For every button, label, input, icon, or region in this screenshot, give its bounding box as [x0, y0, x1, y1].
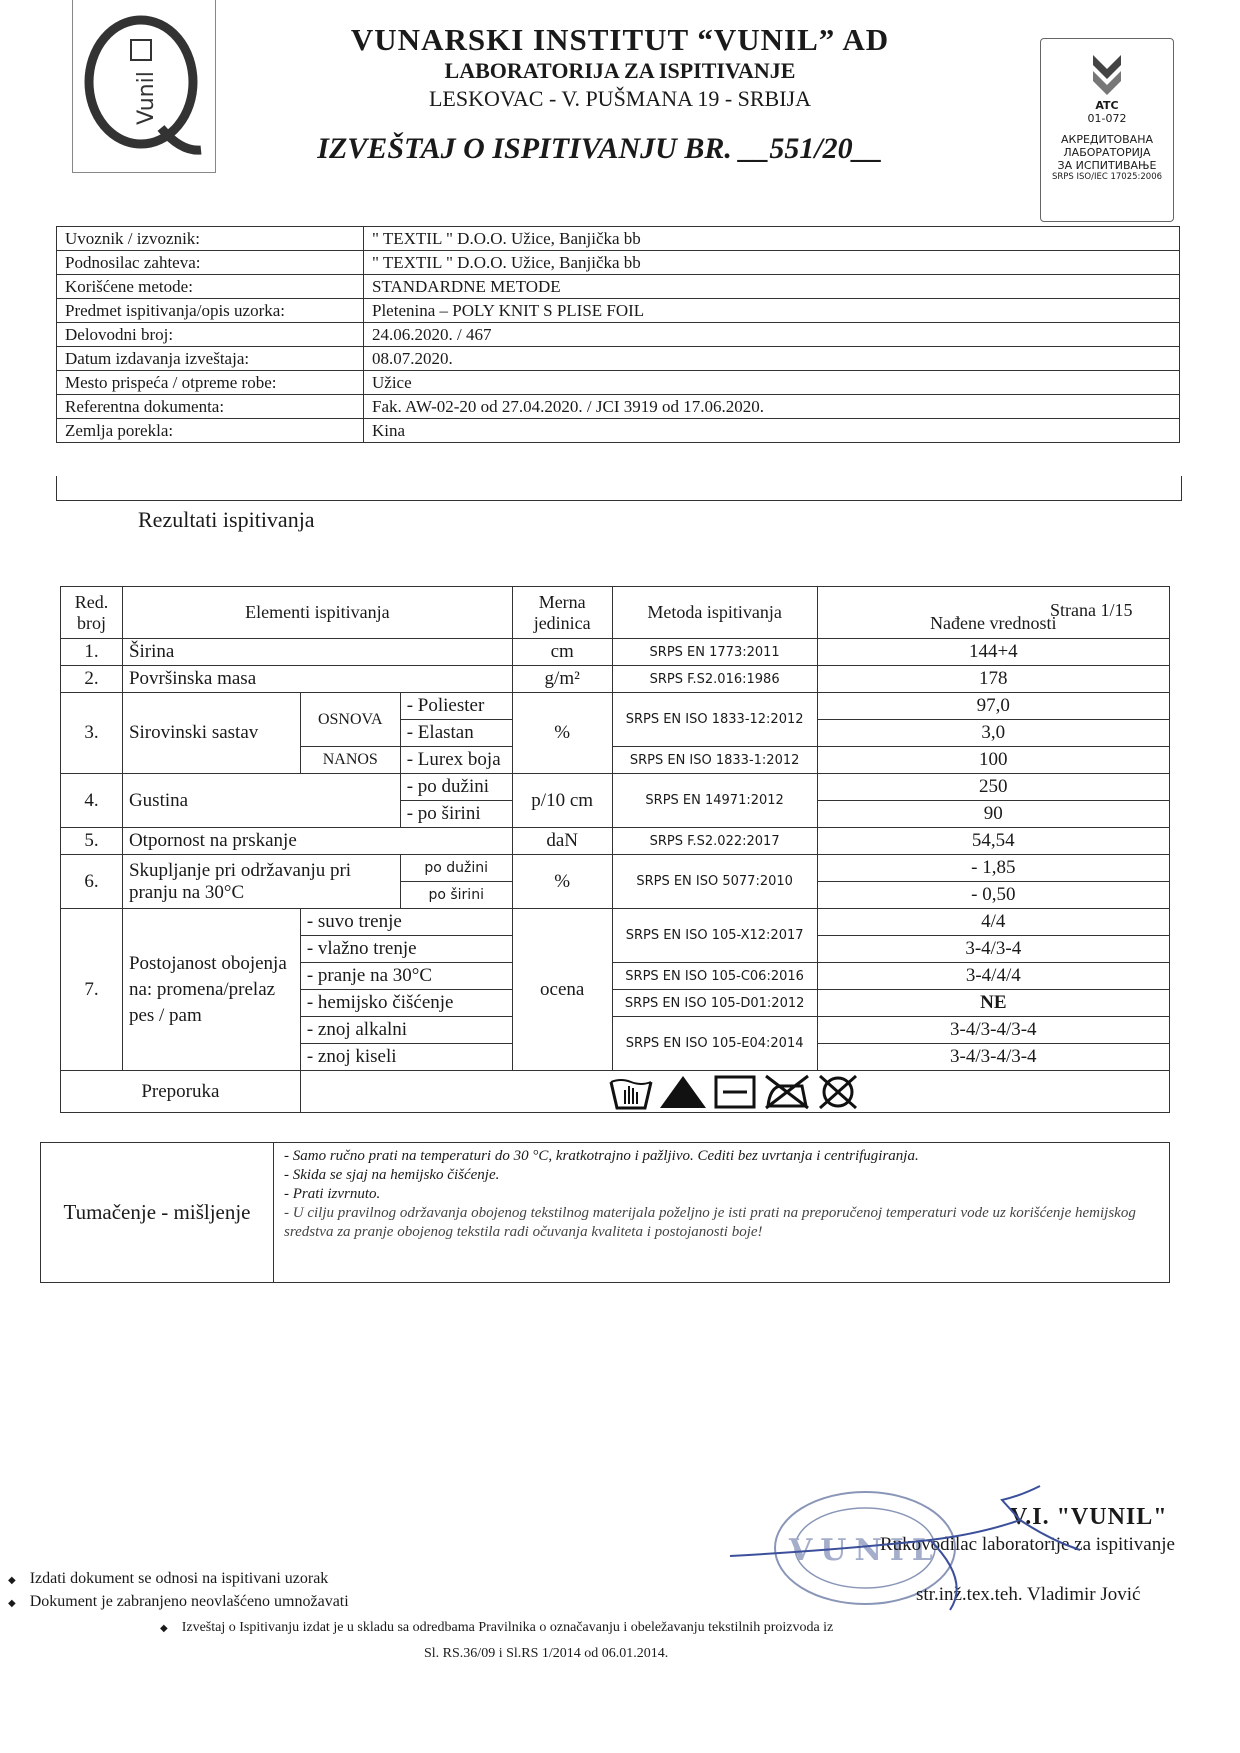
info-value: STANDARDNE METODE: [364, 275, 1180, 299]
tumacenje-line3: - Prati izvrnuto.: [284, 1186, 381, 1202]
row-unit: g/m²: [512, 666, 612, 693]
row-method: SRPS F.S2.016:1986: [612, 666, 817, 693]
nanos-label: NANOS: [300, 747, 400, 774]
row-value: NE: [817, 990, 1169, 1017]
col-red-broj: Red. broj: [61, 587, 123, 639]
info-value: 24.06.2020. / 467: [364, 323, 1180, 347]
row-method: SRPS EN ISO 5077:2010: [612, 855, 817, 909]
table-row: [61, 639, 1170, 666]
report-info-table: [56, 226, 1180, 443]
row-name: Postojanost obojenja na: promena/prelaz pes / pam: [122, 909, 300, 1071]
col-metoda: Metoda ispitivanja: [612, 587, 817, 639]
no-dry-clean-icon: [816, 1074, 860, 1110]
info-label: Predmet ispitivanja/opis uzorka:: [57, 299, 364, 323]
row-value: 3-4/3-4: [817, 936, 1169, 963]
tumacenje-line4: - U cilju pravilnog održavanja obojenog tekstilnog materijala poželjno je isti prati na preporučenoj temperaturi vode uz korišćenje hemijskog sredstva za pranje obojenog tekstila radi očuvanja kvaliteta i postojanosti boje!: [284, 1205, 1136, 1240]
sub-item: - znoj kiseli: [300, 1044, 512, 1071]
info-row: [57, 227, 1180, 251]
info-value: Fak. AW-02-20 od 27.04.2020. / JCI 3919 od 17.06.2020.: [364, 395, 1180, 419]
sub-item: - vlažno trenje: [300, 936, 512, 963]
report-title: IZVEŠTAJ O ISPITIVANJU BR. __551/20__: [317, 132, 883, 165]
info-label: Podnosilac zahteva:: [57, 251, 364, 275]
row-value: 4/4: [817, 909, 1169, 936]
info-label: Referentna dokumenta:: [57, 395, 364, 419]
accreditation-badge: [1040, 38, 1174, 222]
acc-line1: АКРЕДИТОВАНА: [1061, 133, 1153, 146]
row-method: SRPS EN ISO 1833-12:2012: [612, 693, 817, 747]
tumble-dry-icon: [713, 1074, 757, 1110]
row-value: 144+4: [817, 639, 1169, 666]
institute-name: VUNARSKI INSTITUT “VUNIL” AD: [350, 22, 890, 57]
sub-item: - Poliester: [400, 693, 512, 720]
sub-item: po širini: [400, 882, 512, 909]
tumacenje-label: Tumačenje - mišljenje: [41, 1143, 274, 1283]
row-value: - 1,85: [817, 855, 1169, 882]
signature-role: Rukovodilac laboratorije za ispitivanje: [880, 1534, 1175, 1555]
table-row: [61, 666, 1170, 693]
bullet-icon: ◆: [8, 1598, 16, 1609]
acc-line2: ЛАБОРАТОРИЈА: [1063, 146, 1151, 159]
info-label: Mesto prispeća / otpreme robe:: [57, 371, 364, 395]
row-value: 3-4/3-4/3-4: [817, 1017, 1169, 1044]
footer-note2: ◆ Dokument je zabranjeno neovlašćeno umnožavati: [8, 1593, 349, 1610]
row-method: SRPS EN ISO 1833-1:2012: [612, 747, 817, 774]
table-row: [61, 693, 1170, 720]
row-num: 6.: [61, 855, 123, 909]
row-value: 3-4/3-4/3-4: [817, 1044, 1169, 1071]
row-method: SRPS F.S2.022:2017: [612, 828, 817, 855]
row-method: SRPS EN ISO 105-E04:2014: [612, 1017, 817, 1071]
info-row: [57, 299, 1180, 323]
sub-item: - pranje na 30°C: [300, 963, 512, 990]
row-unit: ocena: [512, 909, 612, 1071]
info-label: Uvoznik / izvoznik:: [57, 227, 364, 251]
hand-wash-icon: [609, 1074, 653, 1110]
row-method: SRPS EN ISO 105-X12:2017: [612, 909, 817, 963]
sub-item: - znoj alkalni: [300, 1017, 512, 1044]
footer-note4: Sl. RS.36/09 i Sl.RS 1/2014 od 06.01.2014.: [424, 1646, 669, 1661]
logo-text: Vunil: [134, 71, 159, 125]
info-row: [57, 323, 1180, 347]
care-symbols: [300, 1071, 1169, 1113]
tumacenje-line1: - Samo ručno prati na temperaturi do 30 °C, kratkotrajno i pažljivo. Cediti bez uvrtanja i centrifugiranja.: [284, 1148, 919, 1164]
info-value: Pletenina – POLY KNIT S PLISE FOIL: [364, 299, 1180, 323]
row-num: 5.: [61, 828, 123, 855]
row-num: 1.: [61, 639, 123, 666]
row-unit: %: [512, 693, 612, 774]
sub-item: po dužini: [400, 855, 512, 882]
table-row: [61, 855, 1170, 882]
info-value: " TEXTIL " D.O.O. Užice, Banjička bb: [364, 251, 1180, 275]
sub-item: - po dužini: [400, 774, 512, 801]
results-title: Rezultati ispitivanja: [138, 507, 315, 532]
row-value: 3-4/4/4: [817, 963, 1169, 990]
info-value: " TEXTIL " D.O.O. Užice, Banjička bb: [364, 227, 1180, 251]
atc-icon: [1087, 51, 1127, 95]
info-row: [57, 347, 1180, 371]
results-table: [60, 586, 1170, 1113]
row-value: 3,0: [817, 720, 1169, 747]
info-label: Zemlja porekla:: [57, 419, 364, 443]
row-value: 90: [817, 801, 1169, 828]
table-row: [61, 828, 1170, 855]
row-value: 97,0: [817, 693, 1169, 720]
row-value: 250: [817, 774, 1169, 801]
row-value: - 0,50: [817, 882, 1169, 909]
table-row: [61, 774, 1170, 801]
sub-item: - suvo trenje: [300, 909, 512, 936]
table-row: [61, 909, 1170, 936]
info-value: Kina: [364, 419, 1180, 443]
row-num: 2.: [61, 666, 123, 693]
footer-note1: ◆ Izdati dokument se odnosi na ispitivani uzorak: [8, 1570, 329, 1587]
info-table-blank-row: [56, 476, 1182, 501]
col-elementi: Elementi ispitivanja: [122, 587, 512, 639]
info-row: [57, 419, 1180, 443]
info-value: 08.07.2020.: [364, 347, 1180, 371]
row-method: SRPS EN 14971:2012: [612, 774, 817, 828]
row-name: Sirovinski sastav: [122, 693, 300, 774]
svg-text:VUNIL: VUNIL: [789, 1533, 941, 1568]
lab-name: LABORATORIJA ZA ISPITIVANJE: [444, 58, 796, 83]
bleach-icon: [658, 1074, 708, 1110]
tumacenje-line2: - Skida se sjaj na hemijsko čišćenje.: [284, 1167, 500, 1183]
handwritten-signature: [720, 1480, 1140, 1620]
row-unit: p/10 cm: [512, 774, 612, 828]
row-name: Površinska masa: [122, 666, 512, 693]
row-value: 178: [817, 666, 1169, 693]
row-value: 54,54: [817, 828, 1169, 855]
info-value: Užice: [364, 371, 1180, 395]
acc-code-top: ATC: [1095, 99, 1119, 112]
sub-item: - Lurex boja: [400, 747, 512, 774]
no-iron-icon: [762, 1074, 812, 1110]
row-unit: daN: [512, 828, 612, 855]
osnova-label: OSNOVA: [300, 693, 400, 747]
info-row: [57, 251, 1180, 275]
preporuka-row: [61, 1071, 1170, 1113]
row-name: Skupljanje pri održavanju pri pranju na 30°C: [122, 855, 400, 909]
row-method: SRPS EN ISO 105-C06:2016: [612, 963, 817, 990]
row-name: Širina: [122, 639, 512, 666]
col-merna: Merna jedinica: [512, 587, 612, 639]
info-label: Korišćene metode:: [57, 275, 364, 299]
sub-item: - hemijsko čišćenje: [300, 990, 512, 1017]
sub-item: - po širini: [400, 801, 512, 828]
row-num: 7.: [61, 909, 123, 1071]
row-num: 3.: [61, 693, 123, 774]
info-label: Delovodni broj:: [57, 323, 364, 347]
page-number: Strana 1/15: [1050, 600, 1133, 620]
footer-note3: ◆ Izveštaj o Ispitivanju izdat je u skladu sa odredbama Pravilnika o označavanju i obeležavanju tekstilnih proizvoda iz: [160, 1620, 834, 1635]
row-unit: %: [512, 855, 612, 909]
row-name: Gustina: [122, 774, 400, 828]
info-row: [57, 395, 1180, 419]
row-name: Otpornost na prskanje: [122, 828, 512, 855]
signature-name: str.inž.tex.teh. Vladimir Jović: [916, 1584, 1141, 1605]
bullet-icon: ◆: [160, 1623, 168, 1634]
acc-line4: SRPS ISO/IEC 17025:2006: [1051, 172, 1163, 182]
row-value: 100: [817, 747, 1169, 774]
col-vrednosti: Nađene vrednosti: [817, 587, 1169, 639]
acc-code-num: 01-072: [1087, 112, 1127, 125]
row-unit: cm: [512, 639, 612, 666]
info-row: [57, 371, 1180, 395]
row-num: 4.: [61, 774, 123, 828]
tumacenje-table: [40, 1142, 1170, 1283]
signature-org: V.I. "VUNIL": [1010, 1504, 1168, 1530]
bullet-icon: ◆: [8, 1575, 16, 1586]
info-row: [57, 275, 1180, 299]
info-label: Datum izdavanja izveštaja:: [57, 347, 364, 371]
address: LESKOVAC - V. PUŠMANA 19 - SRBIJA: [428, 86, 812, 111]
sub-item: - Elastan: [400, 720, 512, 747]
preporuka-label: Preporuka: [61, 1071, 301, 1113]
row-method: SRPS EN ISO 105-D01:2012: [612, 990, 817, 1017]
row-method: SRPS EN 1773:2011: [612, 639, 817, 666]
acc-line3: ЗА ИСПИТИВАЊЕ: [1057, 159, 1157, 172]
